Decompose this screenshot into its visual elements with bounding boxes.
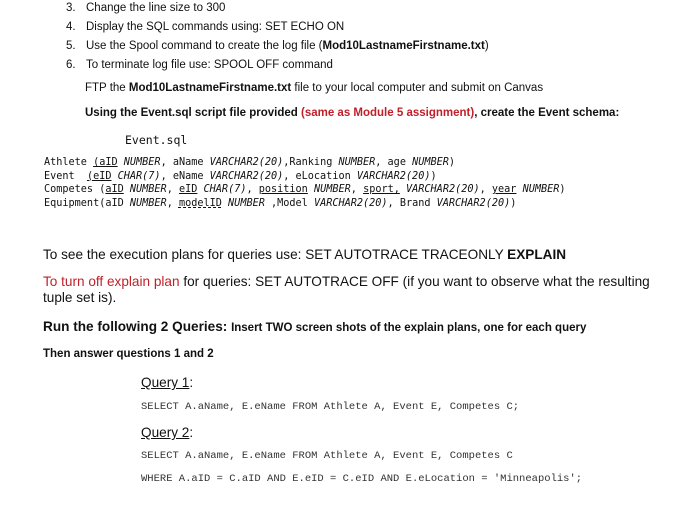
table-name: Event — [44, 170, 87, 182]
attr: ,Ranking — [283, 157, 339, 168]
sep: ) — [430, 170, 437, 182]
turnoff-text-line2: tuple set is). — [43, 290, 117, 305]
attr: , age — [375, 157, 413, 168]
type: NUMBER — [129, 197, 167, 209]
query-2-heading — [141, 424, 193, 442]
query-1-heading — [141, 374, 193, 392]
primary-key: modelID — [178, 197, 222, 209]
table-name: Competes ( — [44, 184, 106, 196]
sep: , — [166, 184, 179, 196]
event-sql-filename: Event.sql — [125, 133, 188, 147]
primary-key: year — [491, 184, 517, 196]
type: VARCHAR2(20) — [436, 197, 511, 209]
run-heading: Run the following 2 Queries: — [43, 319, 232, 334]
table-name: Equipment(aID — [44, 197, 130, 209]
step-text: Use the Spool command to create the log file ( — [86, 40, 323, 52]
type: VARCHAR2(20) — [209, 170, 284, 182]
using-note: (same as Module 5 assignment) — [300, 107, 475, 119]
step-item — [66, 18, 489, 37]
sep: ) — [510, 197, 517, 209]
using-text-end: , create the Event schema: — [474, 107, 620, 119]
step-text: Display the SQL commands using: SET ECHO ON — [86, 21, 345, 33]
turnoff-instruction — [43, 274, 650, 306]
table-name: Athlete — [44, 157, 94, 168]
type: NUMBER — [522, 184, 560, 196]
step-item — [66, 0, 489, 18]
using-text: Using the Event.sql script file provided — [85, 107, 301, 119]
answer-instruction: Then answer questions 1 and 2 — [43, 348, 214, 360]
query-1-label: Query 1 — [141, 375, 190, 390]
sep: ) — [559, 184, 566, 196]
type: NUMBER — [123, 157, 161, 168]
primary-key: (eID — [86, 170, 112, 182]
type: CHAR(7) — [117, 170, 161, 182]
type: VARCHAR2(20) — [356, 170, 431, 182]
step-number: 3. — [66, 2, 76, 14]
primary-key: (aID — [93, 157, 118, 168]
step-text: Change the line size to 300 — [86, 2, 226, 14]
autotrace-instruction — [43, 247, 566, 262]
primary-key: sport, — [363, 184, 400, 196]
type: VARCHAR2(20) — [406, 184, 480, 196]
colon: : — [189, 375, 194, 390]
turnoff-text: for queries: SET AUTOTRACE OFF (if you want to observe what the resulting — [179, 274, 650, 289]
step-text: To terminate log file use: SPOOL OFF command — [86, 59, 333, 71]
schema-definitions — [44, 156, 566, 210]
colon: : — [189, 425, 194, 440]
primary-key: aID — [105, 184, 124, 196]
turnoff-highlight: To turn off explain plan — [43, 274, 180, 289]
schema-athlete — [44, 156, 566, 170]
step-item — [66, 56, 489, 75]
run-queries-instruction — [43, 318, 586, 336]
step-filename: Mod10LastnameFirstname.txt — [322, 40, 485, 52]
step-number: 6. — [66, 59, 76, 71]
type: VARCHAR2(20) — [209, 157, 284, 168]
query-2-sql-line2: WHERE A.aID = C.aID AND E.eID = C.eID AND E.eLocation = 'Minneapolis'; — [141, 473, 583, 485]
attr: , eName — [160, 170, 210, 182]
sep: , — [166, 197, 179, 209]
attr: , aName — [160, 157, 210, 168]
type: NUMBER — [228, 197, 265, 209]
type: NUMBER — [129, 184, 167, 196]
sep: ) — [448, 157, 456, 168]
query-2-sql-line1: SELECT A.aName, E.eName FROM Athlete A, Event E, Competes C — [141, 450, 513, 462]
autotrace-explain: EXPLAIN — [507, 247, 567, 262]
attr: , eLocation — [283, 170, 357, 182]
ftp-filename: Mod10LastnameFirstname.txt — [128, 82, 292, 94]
sep: , — [350, 184, 364, 196]
schema-instruction — [85, 107, 619, 119]
attr: ,Model — [264, 197, 314, 209]
primary-key: position — [258, 184, 308, 196]
ftp-text: FTP the — [85, 82, 129, 94]
step-number: 4. — [66, 21, 76, 33]
type: VARCHAR2(20) — [313, 197, 388, 209]
primary-key: eID — [178, 184, 198, 196]
schema-equipment — [44, 197, 566, 211]
sep: , — [246, 184, 259, 196]
step-text-end: ) — [484, 40, 489, 52]
query-2-label: Query 2 — [141, 425, 190, 440]
autotrace-text: To see the execution plans for queries use: SET AUTOTRACE TRACEONLY — [43, 247, 508, 262]
run-detail: Insert TWO screen shots of the explain plans, one for each query — [231, 322, 587, 334]
type: NUMBER — [313, 184, 351, 196]
step-item — [66, 37, 489, 56]
ftp-text-end: file to your local computer and submit on Canvas — [291, 82, 544, 94]
schema-competes — [44, 183, 566, 197]
steps-list — [66, 0, 489, 75]
step-number: 5. — [66, 40, 76, 52]
query-1-sql: SELECT A.aName, E.eName FROM Athlete A, Event E, Competes C; — [141, 401, 520, 413]
schema-event — [44, 170, 566, 184]
type: NUMBER — [338, 157, 376, 168]
type: CHAR(7) — [203, 184, 247, 196]
sep: , — [479, 184, 492, 196]
type: NUMBER — [412, 157, 449, 168]
ftp-instruction — [85, 82, 543, 94]
attr: , Brand — [387, 197, 437, 209]
